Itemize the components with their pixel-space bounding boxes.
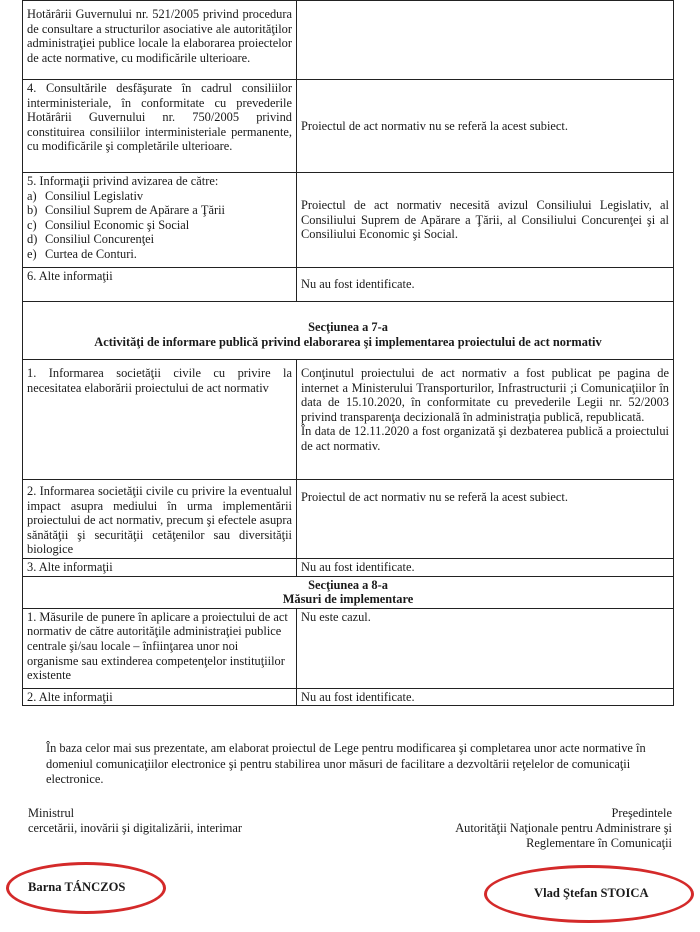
row-cell-left: 2. Informarea societăţii civile cu privire la eventualul impact asupra mediului în urma implementării proiectului de act normativ, precum şi efectele asupra sănătăţii şi securităţii cetăţenilor sau diversităţii biologice <box>23 480 297 559</box>
row-cell-right: Proiectul de act normativ nu se referă la acest subiect. <box>297 80 674 173</box>
list-text: Consiliul Economic şi Social <box>45 217 190 232</box>
list-text: Consiliul Suprem de Apărare a Ţării <box>45 203 225 218</box>
avizare-list <box>27 189 292 262</box>
signatory-title: Preşedintele <box>611 806 672 820</box>
table-row <box>23 558 674 576</box>
list-label: a) <box>27 188 37 203</box>
row-cell-right: Proiectul de act normativ nu se referă la acest subiect. <box>297 480 674 559</box>
section-header-row <box>23 576 674 608</box>
signatory-title: Reglementare în Comunicaţii <box>526 836 672 850</box>
list-text: Curtea de Conturi. <box>45 246 137 261</box>
signatory-name-right: Vlad Ştefan STOICA <box>534 886 649 900</box>
list-item <box>27 189 292 204</box>
table-row <box>23 360 674 480</box>
table-row <box>23 688 674 706</box>
list-item <box>27 218 292 233</box>
list-label: c) <box>27 217 37 232</box>
list-item <box>27 203 292 218</box>
row-cell-right: Nu au fost identificate. <box>297 558 674 576</box>
section-8-header <box>23 576 674 608</box>
section-header-row <box>23 302 674 360</box>
table-row <box>23 268 674 302</box>
list-label: d) <box>27 232 38 247</box>
row-cell-left: 1. Măsurile de punere în aplicare a proiectului de act normativ de către autorităţile administraţiei publice centrale şi/sau locale – înfiinţarea unor noi organisme sau extinderea competenţelor instituţiilor existente <box>23 608 297 688</box>
paragraph: Conţinutul proiectului de act normativ a fost publicat pe pagina de internet a Ministerului Transporturilor, Infrastructurii ;i Comunicaţiilor în data de 15.10.2020, în conformitate cu prevederile Legii nr. 52/2003 privind transparenţa decizională în administraţia publică, republicată. <box>301 366 669 424</box>
row-cell-left <box>23 173 297 268</box>
row-cell-right: Nu au fost identificate. <box>297 268 674 302</box>
signatory-name-left: Barna TÁNCZOS <box>28 880 126 894</box>
list-item <box>27 232 292 247</box>
row-cell-left: 6. Alte informaţii <box>23 268 297 302</box>
signatory-title: cercetării, inovării şi digitalizării, interimar <box>28 821 242 835</box>
table-row <box>23 1 674 80</box>
row-cell-left: Hotărârii Guvernului nr. 521/2005 privind procedura de consultare a structurilor asociative ale autorităţilor administraţiei publice locale la elaborarea proiectelor de acte normative, cu modificările ulterioare. <box>23 1 297 80</box>
row-cell-right <box>297 360 674 480</box>
row-cell-left: 2. Alte informaţii <box>23 688 297 706</box>
table-row <box>23 80 674 173</box>
list-label: b) <box>27 203 38 218</box>
row-cell-right <box>297 1 674 80</box>
paragraph: În data de 12.11.2020 a fost organizată şi dezbaterea publică a proiectului de act normativ. <box>301 424 669 453</box>
row-cell-left: 3. Alte informaţii <box>23 558 297 576</box>
row-cell-right: Proiectul de act normativ necesită avizul Consiliului Legislativ, al Consiliului Suprem de Apărare a Ţării, al Consiliului Concurenţei şi al Consiliului Economic şi Social. <box>297 173 674 268</box>
signature-block-left <box>28 806 242 836</box>
table-row <box>23 173 674 268</box>
avizare-heading: 5. Informaţii privind avizarea de către: <box>27 174 219 188</box>
signatory-title: Ministrul <box>28 806 75 820</box>
list-text: Consiliul Legislativ <box>45 188 144 203</box>
section-title: Secţiunea a 8-a <box>308 577 388 592</box>
section-subtitle: Activităţi de informare publică privind elaborarea şi implementarea proiectului de act normativ <box>94 334 602 349</box>
list-item <box>27 247 292 262</box>
closing-paragraph: În baza celor mai sus prezentate, am elaborat proiectul de Lege pentru modificarea şi completarea unor acte normative în domeniul comunicaţiilor electronice şi pentru stabilirea unor măsuri de facilitare a dezvoltării reţelelor de comunicaţii electronice. <box>46 741 646 786</box>
row-cell-right: Nu au fost identificate. <box>297 688 674 706</box>
signatory-title: Autorităţii Naţionale pentru Administrare şi <box>455 821 672 835</box>
section-subtitle: Măsuri de implementare <box>282 592 414 607</box>
section-7-header <box>23 302 674 360</box>
section-title: Secţiunea a 7-a <box>308 319 388 334</box>
row-cell-left: 4. Consultările desfăşurate în cadrul consiliilor interministeriale, în conformitate cu prevederile Hotărârii Guvernului nr. 750/2005 privind constituirea consiliilor interministeriale permanente, cu modificările şi completările ulterioare. <box>23 80 297 173</box>
list-text: Consiliul Concurenţei <box>45 232 155 247</box>
row-cell-left: 1. Informarea societăţii civile cu privire la necesitatea elaborării proiectului de act normativ <box>23 360 297 480</box>
table-row <box>23 608 674 688</box>
list-label: e) <box>27 246 37 261</box>
info-table <box>22 0 674 706</box>
signature-block-right <box>455 806 672 851</box>
table-row <box>23 480 674 559</box>
row-cell-right: Nu este cazul. <box>297 608 674 688</box>
